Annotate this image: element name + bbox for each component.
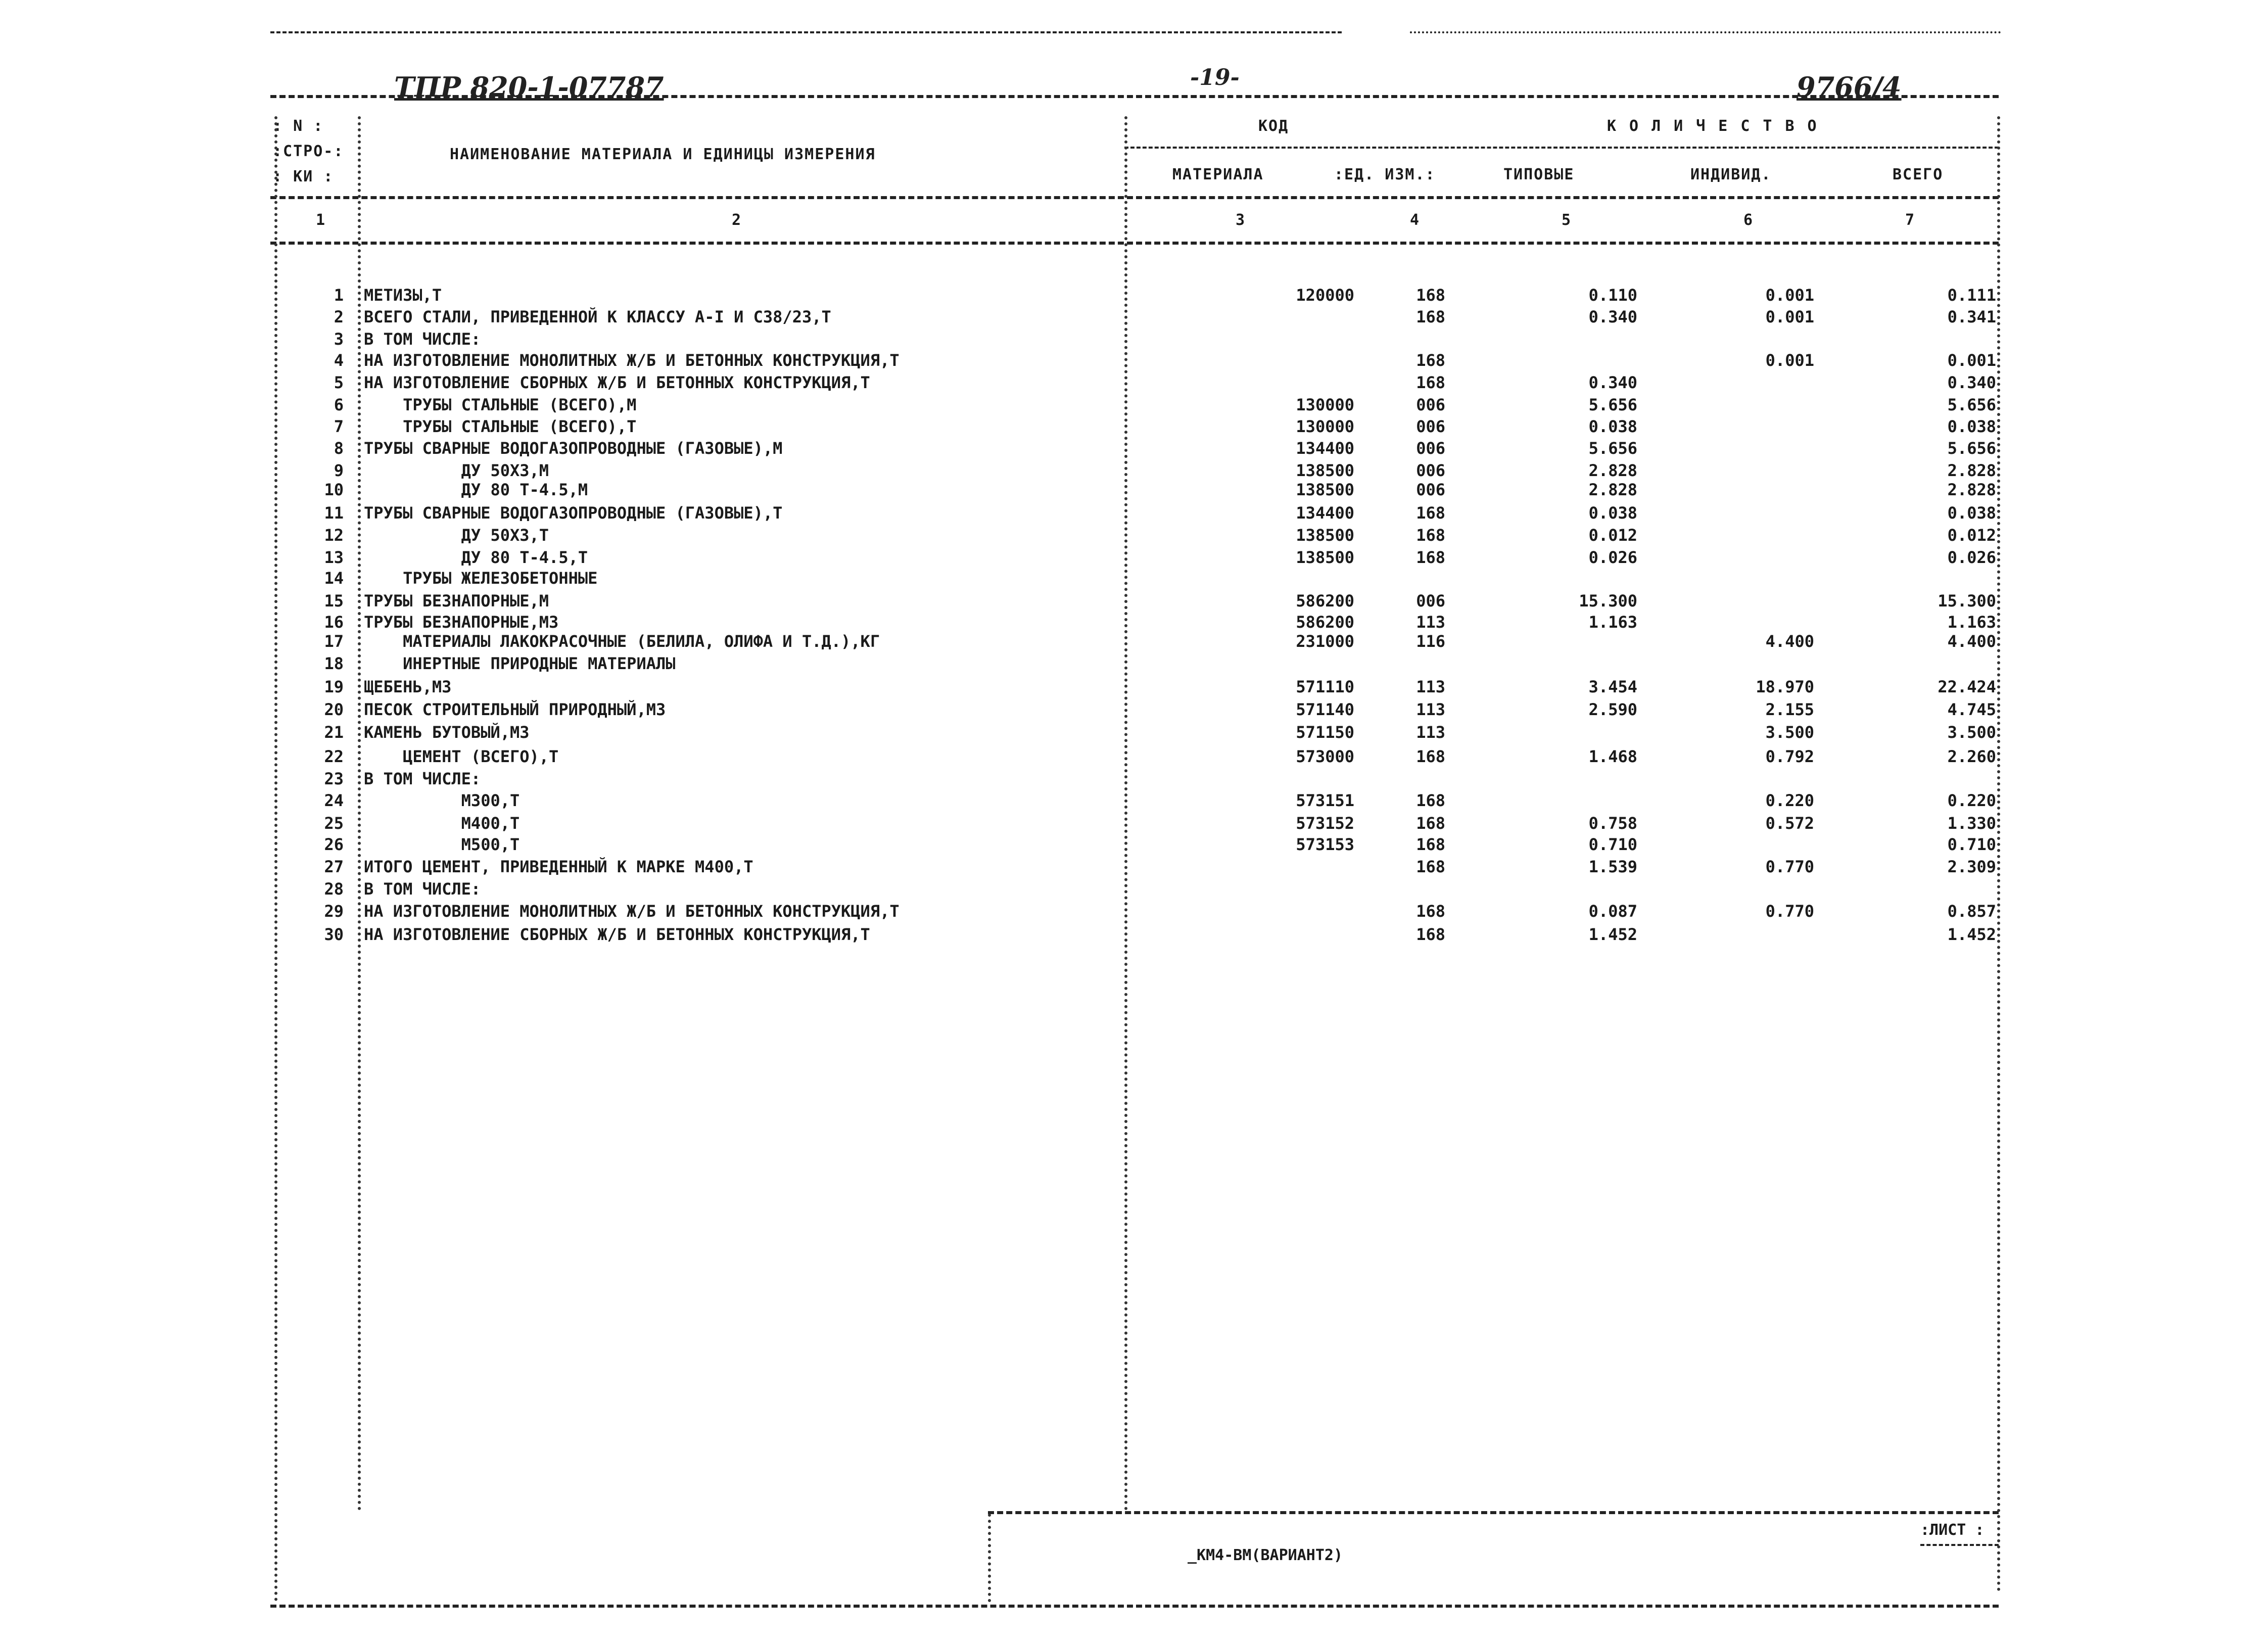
material-name: ДУ 80 Т-4.5,М xyxy=(364,480,588,499)
num-col-separator xyxy=(358,116,361,1511)
sheet-label: :ЛИСТ : xyxy=(1920,1521,1984,1539)
individual-qty: 0.792 xyxy=(1765,747,1814,766)
drawing-code: _КМ4-ВМ(ВАРИАНТ2) xyxy=(1188,1546,1343,1564)
row-number: 23 xyxy=(324,769,344,788)
material-code: 573153 xyxy=(1296,835,1354,854)
col-num-header-3: : КИ : xyxy=(273,168,334,185)
unit-code: 113 xyxy=(1416,700,1445,719)
right-border xyxy=(1997,116,2000,1592)
material-code: 138500 xyxy=(1296,548,1354,567)
unit-code: 168 xyxy=(1416,503,1445,523)
total-qty: 4.745 xyxy=(1947,700,1996,719)
total-qty: 3.500 xyxy=(1947,723,1996,742)
total-qty: 0.038 xyxy=(1947,417,1996,436)
row-number: 29 xyxy=(324,902,344,921)
total-qty: 1.330 xyxy=(1947,814,1996,833)
code-group-header: КОД xyxy=(1258,117,1289,135)
total-qty: 0.340 xyxy=(1947,373,1996,392)
unit-code: 168 xyxy=(1416,925,1445,944)
bottom-rule xyxy=(270,1605,1999,1608)
individual-qty: 0.220 xyxy=(1765,791,1814,810)
material-name: ПЕСОК СТРОИТЕЛЬНЫЙ ПРИРОДНЫЙ,М3 xyxy=(364,700,666,719)
individual-qty: 0.770 xyxy=(1765,902,1814,921)
material-name: М500,Т xyxy=(364,835,520,854)
left-border xyxy=(274,116,277,1602)
total-header: ВСЕГО xyxy=(1893,166,1944,183)
row-number: 16 xyxy=(324,613,344,632)
row-number: 18 xyxy=(324,654,344,673)
material-name: ТРУБЫ СТАЛЬНЫЕ (ВСЕГО),Т xyxy=(364,417,637,436)
row-number: 25 xyxy=(324,814,344,833)
typical-qty: 1.163 xyxy=(1588,613,1637,632)
material-code: 573152 xyxy=(1296,814,1354,833)
total-qty: 5.656 xyxy=(1947,395,1996,414)
material-code: 138500 xyxy=(1296,461,1354,480)
individual-qty: 0.572 xyxy=(1765,814,1814,833)
typical-qty: 0.340 xyxy=(1588,307,1637,326)
total-qty: 4.400 xyxy=(1947,632,1996,651)
unit-code: 168 xyxy=(1416,857,1445,876)
total-qty: 15.300 xyxy=(1938,591,1996,611)
material-name: В ТОМ ЧИСЛЕ: xyxy=(364,879,481,899)
index-col-6: 6 xyxy=(1743,211,1754,229)
unit-code: 113 xyxy=(1416,723,1445,742)
material-code: 231000 xyxy=(1296,632,1354,651)
total-qty: 0.111 xyxy=(1947,286,1996,305)
typical-qty: 1.468 xyxy=(1588,747,1637,766)
unit-code: 168 xyxy=(1416,548,1445,567)
row-number: 3 xyxy=(334,330,344,349)
row-number: 1 xyxy=(334,286,344,305)
index-col-3: 3 xyxy=(1236,211,1246,229)
row-number: 30 xyxy=(324,925,344,944)
typical-qty: 0.340 xyxy=(1588,373,1637,392)
material-code: 138500 xyxy=(1296,480,1354,499)
row-number: 10 xyxy=(324,480,344,499)
material-code: 130000 xyxy=(1296,417,1354,436)
unit-code: 006 xyxy=(1416,439,1445,458)
total-qty: 1.452 xyxy=(1947,925,1996,944)
typical-qty: 2.590 xyxy=(1588,700,1637,719)
material-code: 571110 xyxy=(1296,677,1354,696)
unit-code: 006 xyxy=(1416,395,1445,414)
row-number: 6 xyxy=(334,395,344,414)
typical-header: ТИПОВЫЕ xyxy=(1503,166,1575,183)
unit-code: 168 xyxy=(1416,747,1445,766)
unit-code: 006 xyxy=(1416,461,1445,480)
row-number: 13 xyxy=(324,548,344,567)
material-name: ТРУБЫ СТАЛЬНЫЕ (ВСЕГО),М xyxy=(364,395,637,414)
material-name: В ТОМ ЧИСЛЕ: xyxy=(364,330,481,349)
material-name: МАТЕРИАЛЫ ЛАКОКРАСОЧНЫЕ (БЕЛИЛА, ОЛИФА И Т.Д.),КГ xyxy=(364,632,880,651)
unit-code: 168 xyxy=(1416,835,1445,854)
material-code: 134400 xyxy=(1296,503,1354,523)
individual-qty: 0.001 xyxy=(1765,351,1814,370)
unit-code: 168 xyxy=(1416,373,1445,392)
material-code: 573000 xyxy=(1296,747,1354,766)
typical-qty: 0.038 xyxy=(1588,417,1637,436)
total-qty: 2.828 xyxy=(1947,480,1996,499)
header-bottom-rule xyxy=(270,196,1999,199)
material-code: 120000 xyxy=(1296,286,1354,305)
material-name: ТРУБЫ СВАРНЫЕ ВОДОГАЗОПРОВОДНЫЕ (ГАЗОВЫЕ),М xyxy=(364,439,783,458)
total-qty: 0.038 xyxy=(1947,503,1996,523)
sheet-label-rule xyxy=(1920,1544,1999,1546)
unit-code: 116 xyxy=(1416,632,1445,651)
total-qty: 0.001 xyxy=(1947,351,1996,370)
individual-qty: 0.001 xyxy=(1765,286,1814,305)
material-name: КАМЕНЬ БУТОВЫЙ,М3 xyxy=(364,723,530,742)
row-number: 20 xyxy=(324,700,344,719)
index-col-7: 7 xyxy=(1905,211,1916,229)
material-name: В ТОМ ЧИСЛЕ: xyxy=(364,769,481,788)
row-number: 4 xyxy=(334,351,344,370)
top-rule xyxy=(270,31,1342,33)
typical-qty: 5.656 xyxy=(1588,395,1637,414)
row-number: 5 xyxy=(334,373,344,392)
material-name: ИНЕРТНЫЕ ПРИРОДНЫЕ МАТЕРИАЛЫ xyxy=(364,654,676,673)
total-qty: 0.710 xyxy=(1947,835,1996,854)
total-qty: 5.656 xyxy=(1947,439,1996,458)
material-name: ДУ 50Х3,Т xyxy=(364,526,549,545)
index-col-1: 1 xyxy=(316,211,326,229)
material-name: ТРУБЫ БЕЗНАПОРНЫЕ,М3 xyxy=(364,613,559,632)
row-number: 26 xyxy=(324,835,344,854)
total-qty: 1.163 xyxy=(1947,613,1996,632)
material-name: ТРУБЫ СВАРНЫЕ ВОДОГАЗОПРОВОДНЫЕ (ГАЗОВЫЕ),Т xyxy=(364,503,783,523)
typical-qty: 0.087 xyxy=(1588,902,1637,921)
total-qty: 22.424 xyxy=(1938,677,1996,696)
typical-qty: 2.828 xyxy=(1588,480,1637,499)
material-code: 134400 xyxy=(1296,439,1354,458)
material-code-header: МАТЕРИАЛА xyxy=(1172,166,1264,183)
material-name: ВСЕГО СТАЛИ, ПРИВЕДЕННОЙ К КЛАССУ А-I И С38/23,Т xyxy=(364,307,831,326)
header-subrule xyxy=(1124,147,1999,149)
col-name-header: НАИМЕНОВАНИЕ МАТЕРИАЛА И ЕДИНИЦЫ ИЗМЕРЕНИЯ xyxy=(450,146,876,163)
material-code: 571150 xyxy=(1296,723,1354,742)
individual-header: ИНДИВИД. xyxy=(1690,166,1772,183)
unit-code: 168 xyxy=(1416,351,1445,370)
doc-code: ТПР 820-1-07787 xyxy=(394,71,664,103)
material-code: 130000 xyxy=(1296,395,1354,414)
material-name: М300,Т xyxy=(364,791,520,810)
total-qty: 2.309 xyxy=(1947,857,1996,876)
row-number: 2 xyxy=(334,307,344,326)
total-qty: 0.012 xyxy=(1947,526,1996,545)
row-number: 9 xyxy=(334,461,344,480)
row-number: 7 xyxy=(334,417,344,436)
row-number: 11 xyxy=(324,503,344,523)
index-col-4: 4 xyxy=(1410,211,1421,229)
row-number: 28 xyxy=(324,879,344,899)
unit-code: 168 xyxy=(1416,814,1445,833)
col-num-header-1: : N : xyxy=(273,117,324,135)
row-number: 12 xyxy=(324,526,344,545)
row-number: 14 xyxy=(324,569,344,588)
total-qty: 0.857 xyxy=(1947,902,1996,921)
typical-qty: 0.710 xyxy=(1588,835,1637,854)
header-rule xyxy=(270,95,1999,98)
top-rule-right xyxy=(1410,31,2001,33)
unit-code: 168 xyxy=(1416,902,1445,921)
typical-qty: 0.110 xyxy=(1588,286,1637,305)
individual-qty: 0.001 xyxy=(1765,307,1814,326)
typical-qty: 2.828 xyxy=(1588,461,1637,480)
unit-code-header: :ЕД. ИЗМ.: xyxy=(1334,166,1436,183)
unit-code: 168 xyxy=(1416,307,1445,326)
typical-qty: 0.012 xyxy=(1588,526,1637,545)
material-code: 573151 xyxy=(1296,791,1354,810)
individual-qty: 2.155 xyxy=(1765,700,1814,719)
material-name: ТРУБЫ БЕЗНАПОРНЫЕ,М xyxy=(364,591,549,611)
total-qty: 0.026 xyxy=(1947,548,1996,567)
col-num-header-2: :СТРО-: xyxy=(273,143,344,160)
individual-qty: 3.500 xyxy=(1765,723,1814,742)
typical-qty: 15.300 xyxy=(1579,591,1637,611)
stamp-top-rule xyxy=(988,1511,1999,1514)
individual-qty: 4.400 xyxy=(1765,632,1814,651)
typical-qty: 3.454 xyxy=(1588,677,1637,696)
material-name: ТРУБЫ ЖЕЛЕЗОБЕТОННЫЕ xyxy=(364,569,598,588)
material-code: 586200 xyxy=(1296,591,1354,611)
typical-qty: 0.758 xyxy=(1588,814,1637,833)
material-name: М400,Т xyxy=(364,814,520,833)
material-name: ИТОГО ЦЕМЕНТ, ПРИВЕДЕННЫЙ К МАРКЕ М400,Т xyxy=(364,857,753,876)
index-col-2: 2 xyxy=(732,211,742,229)
material-name: ЩЕБЕНЬ,М3 xyxy=(364,677,452,696)
unit-code: 006 xyxy=(1416,591,1445,611)
material-name: МЕТИЗЫ,Т xyxy=(364,286,442,305)
row-number: 24 xyxy=(324,791,344,810)
index-bottom-rule xyxy=(270,242,1999,245)
material-code: 586200 xyxy=(1296,613,1354,632)
unit-code: 113 xyxy=(1416,613,1445,632)
name-col-separator xyxy=(1124,116,1127,1511)
total-qty: 2.260 xyxy=(1947,747,1996,766)
typical-qty: 5.656 xyxy=(1588,439,1637,458)
unit-code: 168 xyxy=(1416,286,1445,305)
material-name: ДУ 80 Т-4.5,Т xyxy=(364,548,588,567)
unit-code: 113 xyxy=(1416,677,1445,696)
total-qty: 0.341 xyxy=(1947,307,1996,326)
index-col-5: 5 xyxy=(1562,211,1572,229)
total-qty: 0.220 xyxy=(1947,791,1996,810)
row-number: 21 xyxy=(324,723,344,742)
row-number: 27 xyxy=(324,857,344,876)
unit-code: 168 xyxy=(1416,526,1445,545)
row-number: 17 xyxy=(324,632,344,651)
quantity-group-header: КОЛИЧЕСТВО xyxy=(1607,117,1830,135)
unit-code: 006 xyxy=(1416,417,1445,436)
row-number: 19 xyxy=(324,677,344,696)
material-name: ДУ 50Х3,М xyxy=(364,461,549,480)
page-number: -19- xyxy=(1190,65,1240,90)
row-number: 15 xyxy=(324,591,344,611)
material-name: НА ИЗГОТОВЛЕНИЕ МОНОЛИТНЫХ Ж/Б И БЕТОННЫХ КОНСТРУКЦИЯ,Т xyxy=(364,351,900,370)
individual-qty: 0.770 xyxy=(1765,857,1814,876)
unit-code: 006 xyxy=(1416,480,1445,499)
typical-qty: 1.452 xyxy=(1588,925,1637,944)
sheet-ref: 9766/4 xyxy=(1797,71,1902,103)
typical-qty: 1.539 xyxy=(1588,857,1637,876)
row-number: 22 xyxy=(324,747,344,766)
typical-qty: 0.038 xyxy=(1588,503,1637,523)
material-code: 571140 xyxy=(1296,700,1354,719)
material-code: 138500 xyxy=(1296,526,1354,545)
typical-qty: 0.026 xyxy=(1588,548,1637,567)
stamp-left-border xyxy=(988,1514,991,1602)
material-name: НА ИЗГОТОВЛЕНИЕ СБОРНЫХ Ж/Б И БЕТОННЫХ КОНСТРУКЦИЯ,Т xyxy=(364,925,870,944)
material-name: ЦЕМЕНТ (ВСЕГО),Т xyxy=(364,747,559,766)
unit-code: 168 xyxy=(1416,791,1445,810)
material-name: НА ИЗГОТОВЛЕНИЕ СБОРНЫХ Ж/Б И БЕТОННЫХ КОНСТРУКЦИЯ,Т xyxy=(364,373,870,392)
row-number: 8 xyxy=(334,439,344,458)
total-qty: 2.828 xyxy=(1947,461,1996,480)
individual-qty: 18.970 xyxy=(1756,677,1814,696)
material-name: НА ИЗГОТОВЛЕНИЕ МОНОЛИТНЫХ Ж/Б И БЕТОННЫХ КОНСТРУКЦИЯ,Т xyxy=(364,902,900,921)
